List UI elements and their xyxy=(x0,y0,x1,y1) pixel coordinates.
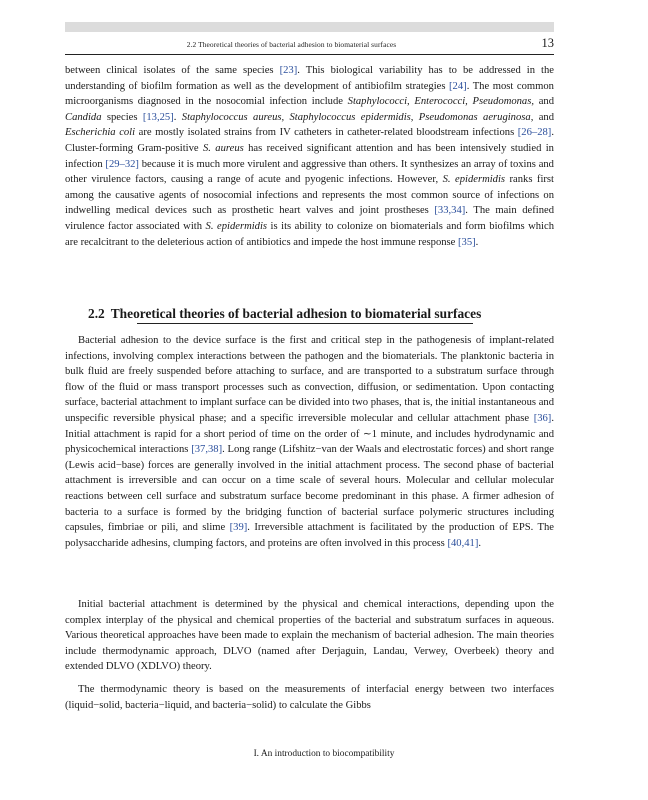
citation-link[interactable]: [29–32] xyxy=(105,158,139,170)
text-run: and xyxy=(533,111,555,123)
species-name: Staphylococci, Enterococci, Pseudomonas, xyxy=(347,96,535,108)
section-paragraph-2 xyxy=(65,597,554,675)
text-run: . xyxy=(478,537,482,549)
citation-link[interactable]: [37,38] xyxy=(191,444,223,456)
text-run: . The most common microorganisms diagnosed in the nosocomial infection include xyxy=(65,80,554,108)
text-run: and xyxy=(534,96,554,108)
text-run: Bacterial adhesion to the device surface is the first and critical step in the pathogenesis of implant-related infections, involving complex interactions between the pathogen and the biomaterials. The planktonic bacteria in bulk fluid are freely suspended before attaching to surface, and are transported to a substratum surface through flow of the fluid or mass transport processes such as convection, diffusion, or sedimentation. Upon contacting surface, bacterial attachment to implant surface can be divided into two phases, that is, the initial instantaneous and unspecific reversible physical phase; and a specific irreversible molecular and cellular attachment phase xyxy=(65,335,554,424)
section-paragraph-1 xyxy=(65,333,554,551)
species-name: S. epidermidis xyxy=(205,220,268,232)
intro-paragraph xyxy=(65,63,554,250)
text-run: . Long range (Lifshitz−van der Waals and electrostatic forces) and short range (Lewis acid−base) forces are generally involved in the initial attachment process. The second phase of bacterial attachment is irreversible and can occur on a time scale of several hours. Molecular and cellular molecular reactions between cell surface and substratum surface become predominant in this phase. A firmer adhesion of bacteria to a surface is formed by the bridging function of bacterial surface polymeric structures including capsules, fimbriae or pili, and slime xyxy=(65,444,554,534)
text-run: because it is much more virulent and aggressive than others. It synthesizes an array of toxins and other virulence factors, causing a range of acute and pyogenic infections. However, xyxy=(65,158,554,186)
species-name: Staphylococcus aureus, Staphylococcus epidermidis, Pseudomonas aeruginosa, xyxy=(181,111,534,123)
text-run: . xyxy=(173,111,182,123)
page-number: 13 xyxy=(541,36,554,50)
citation-link[interactable]: [39] xyxy=(229,522,248,534)
citation-link[interactable]: [13,25] xyxy=(142,111,174,123)
text-run: between clinical isolates of the same species xyxy=(65,65,280,76)
text-run: has received significant attention and has been intensively studied in infection xyxy=(65,142,554,170)
text-run: ranks first among the causative agents of nosocomial infections and represents the most common source of infections on indwelling medical devices such as prosthetic heart valves and joint prostheses xyxy=(65,174,554,217)
text-run: . Initial attachment is rapid for a short period of time on the order of ∼1 minute, and includes hydrodynamic and physicochemical interactions xyxy=(65,412,554,456)
section-number: 2.2 xyxy=(88,306,105,321)
running-title: 2.2 Theoretical theories of bacterial adhesion to biomaterial surfaces xyxy=(186,40,397,49)
section-title: Theoretical theories of bacterial adhesion to biomaterial surfaces xyxy=(110,306,482,321)
text-run: Initial bacterial attachment is determined by the physical and chemical interactions, depending upon the complex interplay of the physical and chemical properties of the bacterial and substratum surfaces in aqueous. Various theoretical approaches have been made to explain the mechanism of bacterial adhesion. The main theories include thermodynamic approach, DLVO (named after Derjaguin, Landau, Verwey, Overbeek) theory and extended DLVO (XDLVO) theory. xyxy=(65,599,554,673)
section-heading xyxy=(88,306,481,322)
text-run: is its ability to colonize on biomaterials and form biofilms which are recalcitrant to the deleterious action of antibiotics and impede the host immune response xyxy=(65,220,554,248)
text-run: . This biological variability has to be addressed in the understanding of biofilm formation as well as the development of antibiofilm strategies xyxy=(65,65,554,92)
citation-link[interactable]: [24] xyxy=(449,80,467,92)
text-run: . The main defined virulence factor associated with xyxy=(65,205,554,232)
top-shade-bar xyxy=(65,22,554,32)
citation-link[interactable]: [23] xyxy=(279,65,298,76)
text-run: The thermodynamic theory is based on the measurements of interfacial energy between two interfaces (liquid−solid, bacteria−liquid, and bacteria−solid) to calculate the Gibbs xyxy=(65,684,554,711)
species-name: Candida xyxy=(65,111,102,123)
text-run: species xyxy=(101,111,143,123)
section-paragraph-3 xyxy=(65,682,554,713)
species-name: Escherichia coli xyxy=(65,127,136,139)
page-footer: I. An introduction to biocompatibility xyxy=(253,749,395,759)
citation-link[interactable]: [26–28] xyxy=(517,127,552,139)
text-run: . Irreversible attachment is facilitated by the production of EPS. The polysaccharide adhesins, clumping factors, and proteins are often involved in this process xyxy=(65,522,554,549)
running-header xyxy=(65,34,554,55)
heading-underline xyxy=(137,323,473,324)
citation-link[interactable]: [40,41] xyxy=(447,537,479,549)
text-run: are mostly isolated strains from IV catheters in catheter-related bloodstream infections xyxy=(135,127,518,139)
species-name: S. aureus xyxy=(202,142,244,154)
species-name: S. epidermidis xyxy=(442,174,506,186)
text-run: . Cluster-forming Gram-positive xyxy=(65,127,554,154)
citation-link[interactable]: [35] xyxy=(458,236,476,248)
citation-link[interactable]: [36] xyxy=(533,412,552,424)
citation-link[interactable]: [33,34] xyxy=(434,205,466,217)
text-run: . xyxy=(475,236,479,248)
